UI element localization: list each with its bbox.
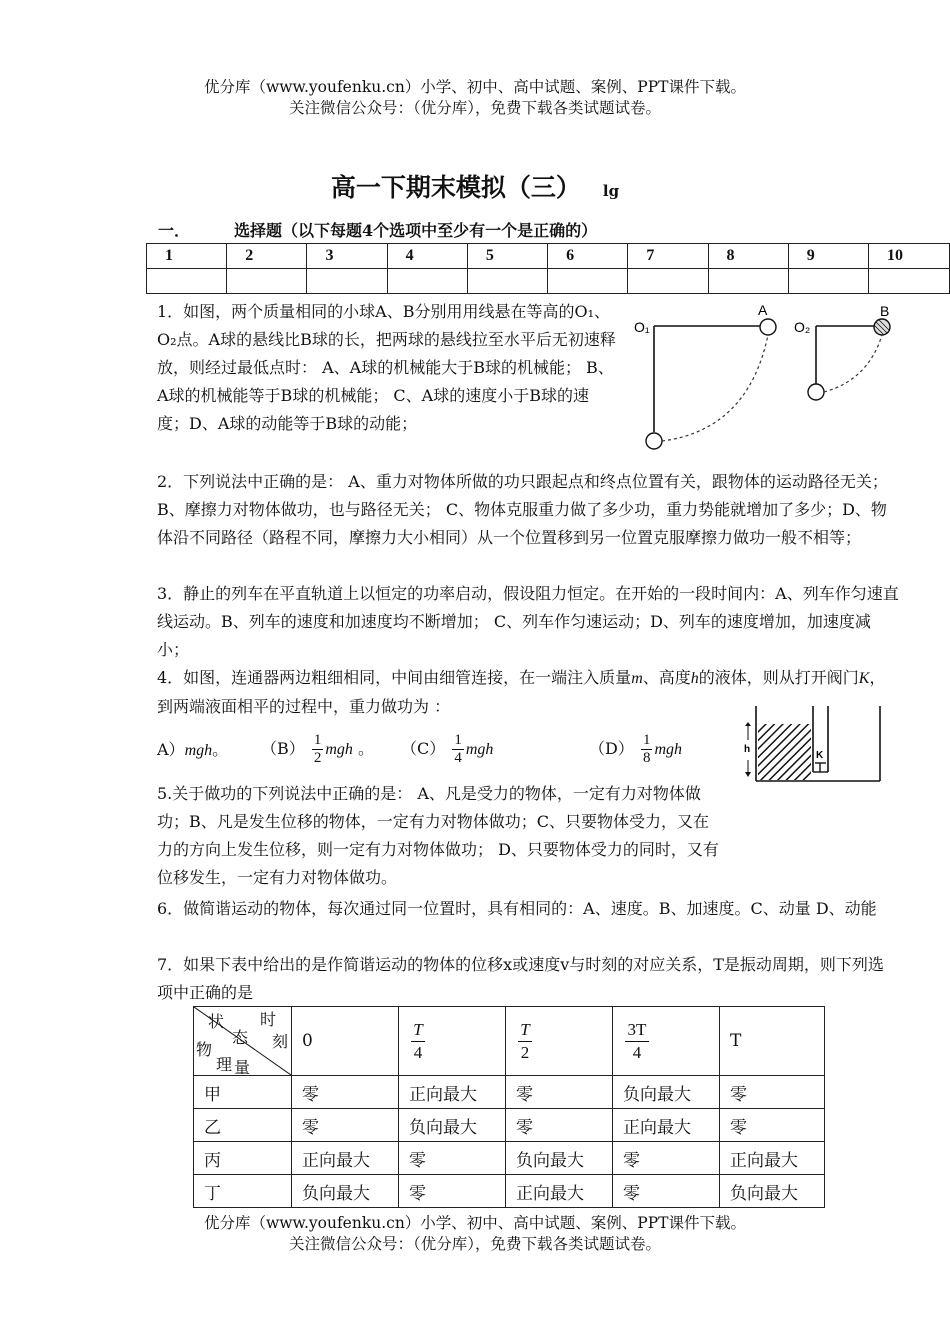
a-arc (662, 335, 768, 441)
answer-header-cell: 7 (628, 244, 708, 269)
o1-label: O₁ (634, 319, 650, 335)
row-label: 乙 (194, 1109, 292, 1142)
section-number: 一． (158, 221, 191, 240)
height-arrowhead-down (745, 772, 751, 777)
answer-blank-cell[interactable] (788, 269, 868, 294)
answer-header-cell: 4 (387, 244, 467, 269)
q4-sep: 。 (212, 740, 229, 759)
answer-header-cell: 2 (227, 244, 307, 269)
q4-option-b-label: （B） (261, 739, 305, 758)
answer-blank-cell[interactable] (307, 269, 387, 294)
question-5-text: 5.关于做功的下列说法中正确的是： A、凡是受力的物体，一定有力对物体做功；B、凡是发生位移的物体，一定有力对物体做功；C、只要物体受力，又在力的方向上发生位移，则一定有力对物体做功； D、只要物体受力的同时，又有位移发生，一定有力对物体做功。 (157, 784, 719, 887)
row-label: 丁 (194, 1175, 292, 1208)
table-cell: 负向最大 (506, 1142, 613, 1175)
table-cell: 负向最大 (720, 1175, 825, 1208)
state-table-header (194, 1007, 825, 1076)
row-label: 丙 (194, 1142, 292, 1175)
answer-blank-cell[interactable] (387, 269, 467, 294)
table-row (194, 1175, 825, 1208)
title-suffix: lg (602, 182, 620, 200)
q4-fraction-c (452, 732, 464, 767)
state-table (193, 1006, 825, 1208)
table-cell: 负向最大 (613, 1076, 720, 1109)
pendulum-figure (628, 300, 898, 460)
table-cell: 正向最大 (506, 1175, 613, 1208)
table-cell: 零 (292, 1109, 399, 1142)
q4-option-c-label: （C） (401, 739, 446, 758)
answer-blank-cell[interactable] (227, 269, 307, 294)
fraction-denominator: 2 (518, 1041, 532, 1064)
question-5 (157, 780, 899, 892)
table-row (194, 1142, 825, 1175)
table-cell: 零 (720, 1076, 825, 1109)
question-1: 1．如图，两个质量相同的小球A、B分别用用线悬在等高的O₁、O₂点。A球的悬线比B球的长，把两球的悬线拉至水平后无初速释放，则经过最低点时： A、A球的机械能大于B球的机械能； B、A球的机械能等于B球的机械能； C、A球的速度小于B球的速度；D、A球的动能等于B球的动能； (157, 302, 616, 433)
corner-state-1: 状 (208, 1012, 225, 1031)
answer-header-row (147, 244, 950, 269)
table-cell: 正向最大 (613, 1109, 720, 1142)
liquid (758, 724, 811, 780)
question-7: 7．如果下表中给出的是作简谐运动的物体的位移x或速度v与时刻的对应关系，T是振动周期，则下列选项中正确的是 (157, 955, 884, 1002)
answer-header-cell: 9 (788, 244, 868, 269)
q4-var-m: m (631, 670, 643, 687)
answer-blank-cell[interactable] (628, 269, 708, 294)
col-half-t (506, 1007, 613, 1076)
table-row (194, 1076, 825, 1109)
section-text: 选择题（以下每题4个选项中至少有一个是正确的） (234, 221, 598, 240)
fraction-denominator: 2 (313, 750, 322, 766)
section-heading (158, 218, 597, 241)
table-cell: 零 (399, 1142, 506, 1175)
q4-sep: 。 (358, 739, 375, 758)
q4-option-d-label: （D） (589, 739, 634, 758)
q4-fraction-d (641, 732, 653, 767)
q4-option-d-expr: mgh (654, 741, 682, 758)
table-cell: 零 (613, 1175, 720, 1208)
table-cell: 负向最大 (292, 1175, 399, 1208)
answer-blank-cell[interactable] (868, 269, 949, 294)
corner-phys-1: 物 (196, 1040, 213, 1059)
corner-time-1: 时 (260, 1010, 277, 1029)
col-t: T (720, 1007, 825, 1076)
answer-blank-cell[interactable] (147, 269, 227, 294)
q4-option-c-expr: mgh (465, 741, 494, 758)
corner-time-2: 刻 (272, 1032, 289, 1051)
col-quarter-t (399, 1007, 506, 1076)
q4-option-a-expr: mgh (184, 742, 213, 759)
fraction-numerator: 3T (627, 1019, 647, 1039)
col-three-quarter-t (613, 1007, 720, 1076)
answer-blank-row (147, 269, 950, 294)
answer-blank-cell[interactable] (548, 269, 628, 294)
q4-option-a-label: A） (157, 740, 185, 759)
q4-text-3: 的液体，则从打开阀门 (698, 668, 859, 687)
fraction-denominator: 4 (454, 750, 462, 766)
height-label: h (744, 744, 751, 755)
q4-option-d (589, 732, 682, 767)
ball-b-bottom (808, 384, 824, 400)
fraction-denominator: 8 (642, 750, 651, 766)
q4-text-2: 、高度 (642, 668, 691, 687)
site-header-line2: 关注微信公众号：（优分库），免费下载各类试题试卷。 (288, 99, 661, 117)
ball-a-top (760, 319, 776, 335)
table-cell: 零 (399, 1175, 506, 1208)
fraction-numerator: T (413, 1019, 423, 1039)
corner-phys-3: 量 (234, 1058, 251, 1077)
answer-blank-cell[interactable] (467, 269, 547, 294)
table-cell: 正向最大 (720, 1142, 825, 1175)
fraction-denominator: 4 (625, 1041, 649, 1064)
row-label: 甲 (194, 1076, 292, 1109)
table-cell: 零 (506, 1076, 613, 1109)
b-arc (824, 335, 882, 392)
site-footer-line1: 优分库（www.youfenku.cn）小学、初中、高中试题、案例、PPT课件下载。 (203, 1214, 747, 1232)
answer-header-cell: 6 (548, 244, 628, 269)
fraction-denominator: 4 (411, 1041, 425, 1064)
valve-label: K (816, 750, 824, 761)
answer-header-cell: 10 (868, 244, 949, 269)
q4-option-b-expr: mgh (325, 741, 353, 758)
a-label: A (758, 302, 768, 318)
fraction-numerator: 1 (313, 732, 322, 748)
table-cell: 正向最大 (399, 1076, 506, 1109)
table-cell: 正向最大 (292, 1142, 399, 1175)
page-title (0, 168, 950, 204)
vessel-figure (738, 700, 888, 790)
table-cell: 零 (506, 1109, 613, 1142)
answer-header-cell: 1 (147, 244, 227, 269)
question-2: 2．下列说法中正确的是： A、重力对物体所做的功只跟起点和终点位置有关，跟物体的运动路径无关；B、摩擦力对物体做功，也与路径无关； C、物体克服重力做了多少功，重力势能就增加了多少；D、物体沿不同路径（路程不同，摩擦力大小相同）从一个位置移到另一位置克服摩擦力做功一般不相等； (157, 472, 888, 547)
q4-text-1: 4．如图，连通器两边粗细相同，中间由细管连接，在一端注入质量 (157, 668, 632, 687)
fraction-numerator: 1 (642, 732, 651, 748)
corner-phys-2: 理 (216, 1055, 233, 1074)
answer-header-cell: 8 (708, 244, 788, 269)
fraction-numerator: T (520, 1019, 530, 1039)
site-footer-line2: 关注微信公众号：（优分库），免费下载各类试题试卷。 (288, 1235, 661, 1253)
b-label: B (880, 303, 890, 319)
corner-state-2: 态 (232, 1028, 249, 1047)
question-3: 3．静止的列车在平直轨道上以恒定的功率启动，假设阻力恒定。在开始的一段时间内：A、列车作匀速直线运动。B、列车的速度和加速度均不断增加； C、列车作匀速运动；D、列车的速度增加，加速度减小； (157, 584, 899, 659)
q4-var-k: K (858, 670, 870, 687)
answer-header-cell: 3 (307, 244, 387, 269)
q4-var-h: h (690, 670, 699, 687)
table-row (194, 1109, 825, 1142)
col-0: 0 (292, 1007, 399, 1076)
q4-option-c (401, 732, 493, 767)
q4-fraction-b (312, 732, 324, 767)
site-header-line1: 优分库（www.youfenku.cn）小学、初中、高中试题、案例、PPT课件下载。 (203, 78, 747, 96)
table-cell: 零 (292, 1076, 399, 1109)
table-cell: 负向最大 (399, 1109, 506, 1142)
o2-label: O₂ (794, 319, 811, 335)
height-arrowhead-up (745, 722, 751, 726)
diagonal-corner-cell (194, 1007, 292, 1076)
title-text: 高一下期末模拟（三） (330, 173, 581, 202)
table-cell: 零 (720, 1109, 825, 1142)
q4-text-4: ，到两端液面相平的过程中，重力做功为 ： (157, 668, 886, 716)
ball-a-bottom (646, 433, 662, 449)
question-6: 6．做简谐运动的物体，每次通过同一位置时，具有相同的：A、速度。B、加速度。C、动量 D、动能 (157, 899, 877, 918)
answer-blank-cell[interactable] (708, 269, 788, 294)
fraction-numerator: 1 (454, 732, 462, 748)
answer-table (146, 243, 950, 294)
answer-header-cell: 5 (467, 244, 547, 269)
table-cell: 零 (613, 1142, 720, 1175)
q4-option-b (261, 732, 374, 767)
q4-option-a (157, 737, 228, 760)
